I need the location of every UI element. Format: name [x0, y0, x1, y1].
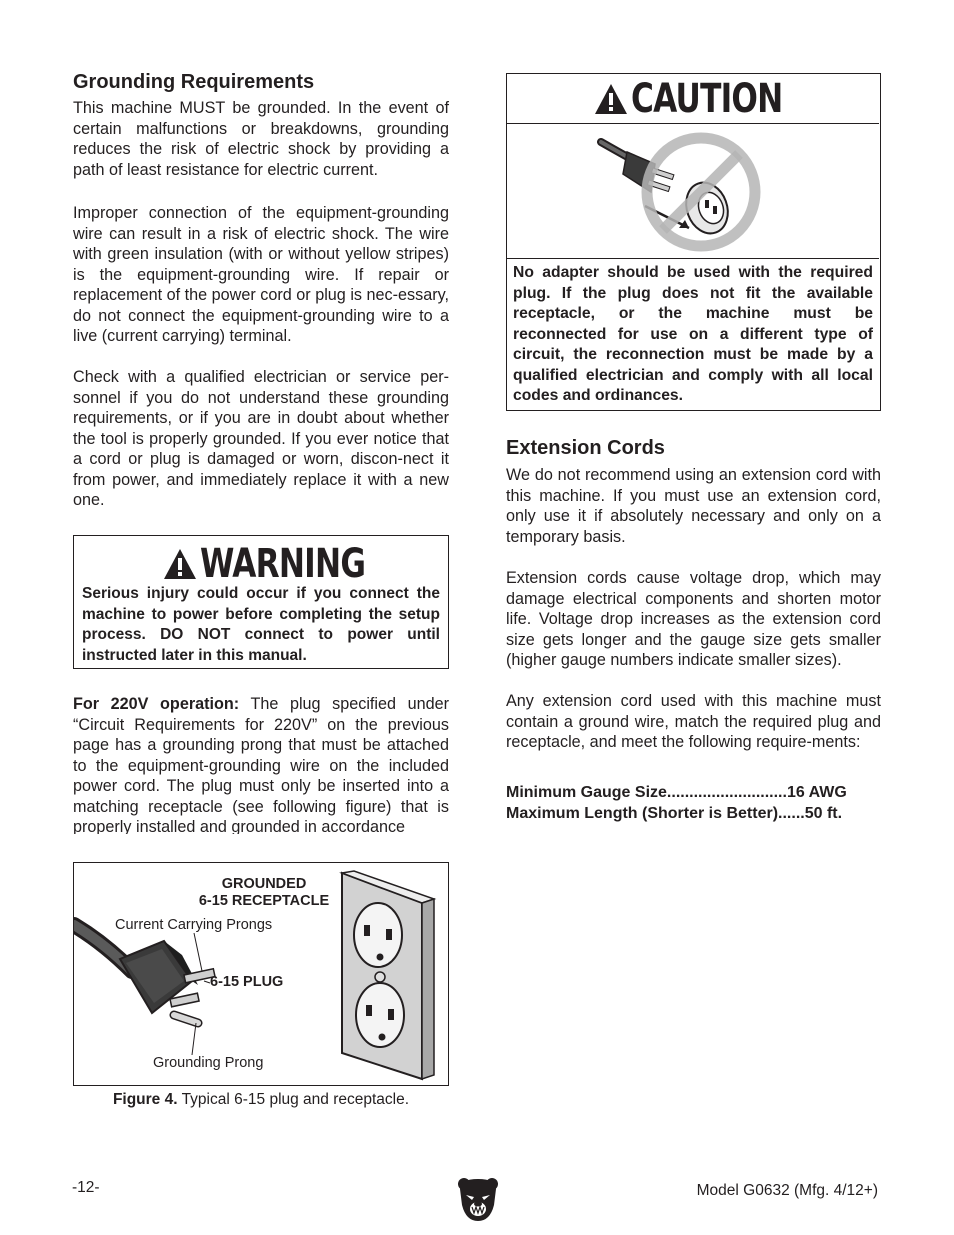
grounding-prong-label: Grounding Prong: [153, 1055, 264, 1071]
figure-plug-receptacle: [73, 862, 449, 1086]
grounding-paragraph-1: This machine MUST be grounded. In the event of certain malfunctions or breakdowns, grounding reduces the risk of electric shock by providing a path of least resistance for electric current.: [73, 99, 449, 179]
caution-header: [507, 74, 879, 124]
grounding-paragraph-3: Check with a qualified electrician or service per-sonnel if you do not understand these grounding requirements, or if you are in doubt about whether the tool is properly grounded. If you ever notice that a cord or plug is damaged or worn, discon-nect it from power, and immediately replace it with a new one.: [73, 368, 449, 509]
caution-title: CAUTION: [631, 76, 783, 122]
spec-min-gauge-dots: ...........................: [666, 784, 787, 801]
warning-title: WARNING: [200, 541, 366, 587]
caution-text: No adapter should be used with the required plug. If the plug does not fit the available receptacle, or the machine must be reconnected for use on a different type of circuit, the reconnection must be made by a qualified electrician and comply with all local codes and ordinances.: [513, 264, 873, 404]
spec-max-length: [506, 803, 881, 824]
page-number: -12-: [72, 1179, 100, 1196]
plug-label: 6-15 PLUG: [210, 974, 284, 990]
receptacle-label-line-1: GROUNDED: [221, 876, 307, 892]
figure-caption-text: Typical 6-15 plug and receptacle.: [177, 1091, 410, 1108]
grounding-paragraph-2: Improper connection of the equipment-grounding wire can result in a risk of electric shock. The wire with green insulation (with or without yellow stripes) is the equipment-grounding wire. If repair or replacement of the power cord or plug is nec-essary, do not connect the equipment-grounding wire to a live (current carrying) terminal.: [73, 204, 449, 345]
caution-image-area: [507, 124, 879, 259]
model-footer: Model G0632 (Mfg. 4/12+): [696, 1182, 878, 1199]
bear-logo-icon: [456, 1175, 500, 1223]
spec-min-gauge-value: 16 AWG: [786, 784, 847, 801]
warning-text: Serious injury could occur if you connect the machine to power before completing the setup process. DO NOT connect to power until instructed later in this manual.: [82, 585, 440, 664]
current-prongs-label: Current Carrying Prongs: [115, 917, 273, 933]
grounding-heading: Grounding Requirements: [73, 71, 315, 93]
spec-min-gauge: [506, 782, 881, 803]
receptacle-label-line-2: 6-15 RECEPTACLE: [198, 893, 330, 909]
warning-triangle-icon: [162, 547, 198, 581]
extension-paragraph-2: Extension cords cause voltage drop, which may damage electrical components and shorten motor life. Voltage drop increases as the extension cord size gets longer and the gauge size gets smaller (higher gauge numbers indicate smaller sizes).: [506, 569, 881, 669]
figure-caption: [73, 1091, 449, 1109]
operation-220v-lead: For 220V operation:: [73, 695, 240, 713]
caution-triangle-icon: [593, 82, 629, 116]
figure-caption-lead: Figure 4.: [112, 1091, 178, 1108]
warning-box: [73, 535, 449, 669]
operation-220v-text: The plug specified under “Circuit Requirements for 220V” on the previous page has a grounding prong that must be attached to the equipment-grounding wire on the included power cord. The plug must only be inserted into a matching receptacle (see following figure) that is properly installed and grounded in accordance: [73, 695, 449, 834]
warning-header: [162, 542, 412, 586]
spec-max-length-dots: ......: [778, 805, 805, 822]
extension-paragraph-3: Any extension cord used with this machine must contain a ground wire, match the required plug and receptacle, and meet the following require-ments:: [506, 692, 881, 751]
caution-box: [506, 73, 881, 411]
receptacle-label: [193, 876, 335, 910]
no-adapter-icon: [597, 130, 767, 254]
spec-min-gauge-label: Minimum Gauge Size: [506, 784, 667, 801]
extension-paragraph-1: We do not recommend using an extension cord with this machine. If you must use an extension cord, only use it if absolutely necessary and only on a temporary basis.: [506, 466, 881, 546]
extension-cords-heading: Extension Cords: [506, 437, 665, 459]
operation-220v-paragraph: [73, 694, 449, 834]
spec-max-length-value: 50 ft.: [804, 805, 843, 822]
spec-max-length-label: Maximum Length (Shorter is Better): [506, 805, 779, 822]
